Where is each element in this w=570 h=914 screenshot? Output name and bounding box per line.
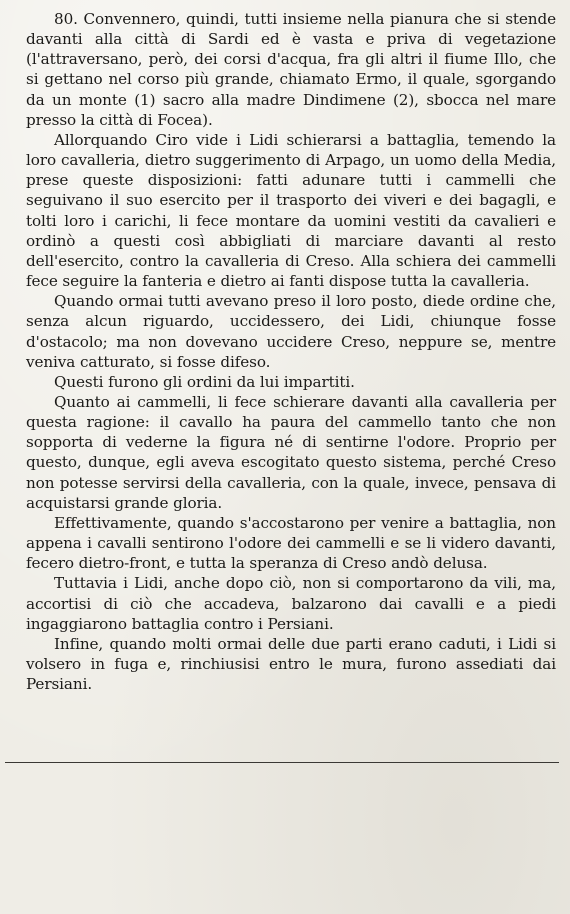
paragraph-battaglia: Effettivamente, quando s'accostarono per venire a battaglia, non appena i cavalli sentirono l'odore dei cammelli e se li videro davanti, fecero dietro-front, e tutta la speranza di Creso andò delusa. xyxy=(26,513,556,573)
horizontal-rule xyxy=(5,762,559,763)
chapter-text xyxy=(26,9,556,694)
paragraph-ordini-impartiti: Questi furono gli ordini da lui impartiti. xyxy=(54,372,355,391)
paragraph-lidi-a-piedi: Tuttavia i Lidi, anche dopo ciò, non si comportarono da vili, ma, accortisi di ciò che accadeva, balzarono dai cavalli e a piedi ingaggiarono battaglia contro i Persiani. xyxy=(26,574,556,633)
paragraph-chapter-80: 80. Convennero, quindi, tutti insieme nella pianura che si stende davanti alla città di Sardi ed è vasta e priva di vegetazione (l'attraversano, però, dei corsi d'acqua, fra gli altri il fiume Illo, che si gettano nel corso più grande, chiamato Ermo, il quale, sgorgando da un monte (1) sacro alla madre Dindimene (2), sbocca nel mare presso la città di Focea). xyxy=(26,10,556,129)
paragraph-cammelli: Quanto ai cammelli, li fece schierare davanti alla cavalleria per questa ragione: il cavallo ha paura del cammello tanto che non sopporta di vederne la figura né di sentirne l'odore. Proprio per questo, dunque, egli aveva escogitato questo sistema, perché Creso non potesse servirsi della cavalleria, con la quale, invece, pensava di acquistarsi grande gloria. xyxy=(26,392,556,512)
paragraph-ciro-disposizioni: Allorquando Ciro vide i Lidi schierarsi a battaglia, temendo la loro cavalleria, dietro suggerimento di Arpago, un uomo della Media, prese queste disposizioni: fatti adunare tutti i cammelli che seguivano il suo esercito per il trasporto dei viveri e dei bagagli, e tolti loro i carichi, li fece montare da uomini vestiti da cavalieri e ordinò a questi così abbigliati di marciare davanti al resto dell'esercito, contro la cavalleria di Creso. Alla schiera dei cammelli fece seguire la fanteria e dietro ai fanti dispose tutta la cavalleria. xyxy=(26,130,556,291)
paragraph-assedio: Infine, quando molti ormai delle due parti erano caduti, i Lidi si volsero in fuga e, rinchiusisi entro le mura, furono assediati dai Persiani. xyxy=(26,634,556,694)
paragraph-ordini: Quando ormai tutti avevano preso il loro posto, diede ordine che, senza alcun riguardo, uccidessero, dei Lidi, chiunque fosse d'ostacolo; ma non dovevano uccidere Creso, neppure se, mentre veniva catturato, si fosse difeso. xyxy=(26,292,556,371)
